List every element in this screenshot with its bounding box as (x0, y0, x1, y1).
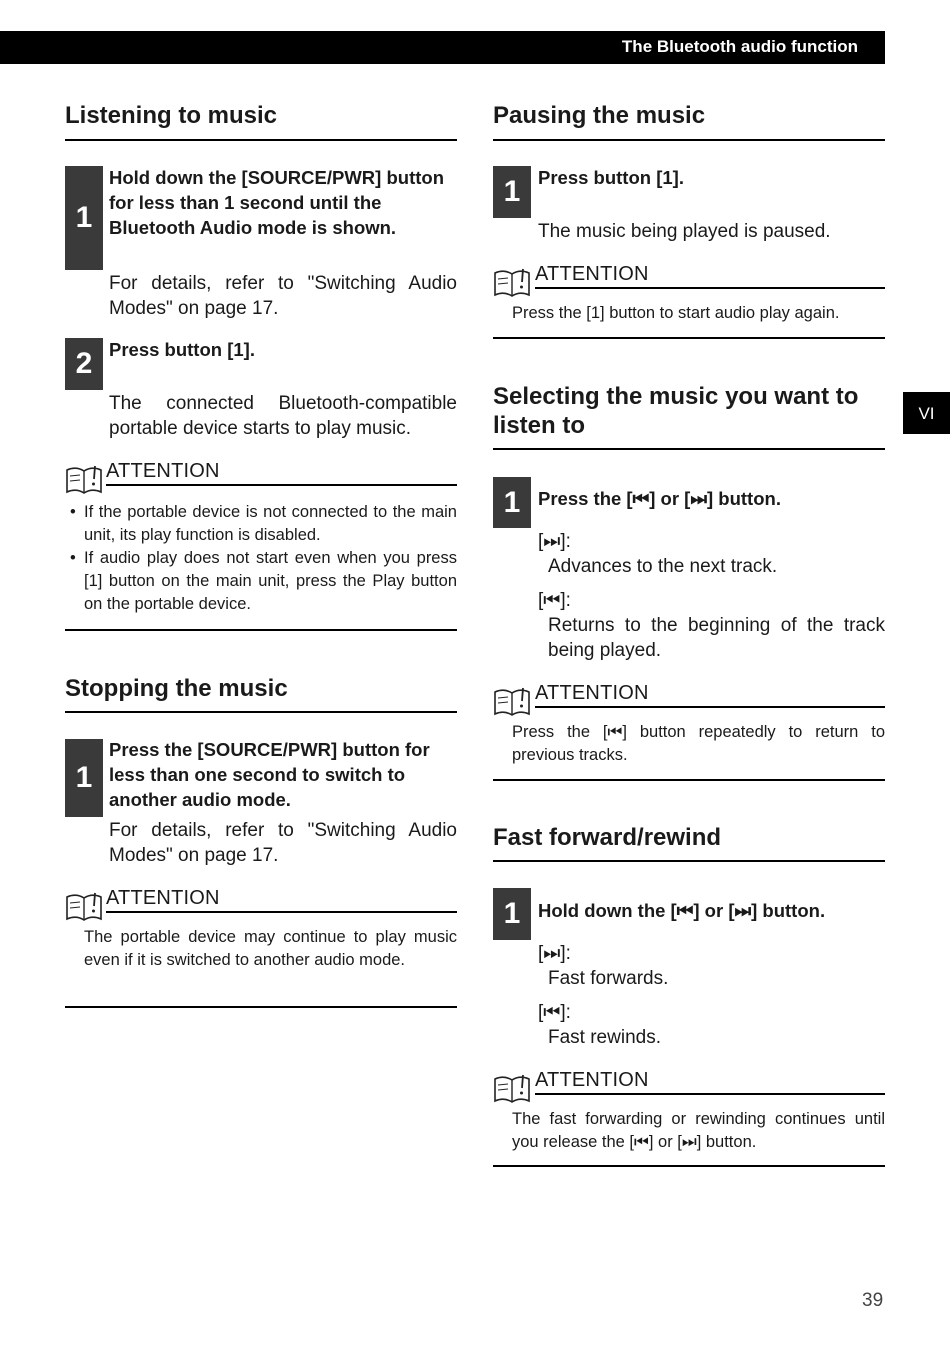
step-detail: For details, refer to "Switching Audio Modes" on page 17. (109, 820, 457, 866)
step-number: 2 (65, 338, 103, 390)
forward-desc: Fast forwards. (548, 968, 669, 989)
step-number: 1 (493, 166, 531, 218)
attention-rule (535, 287, 885, 289)
attention-rule (106, 484, 457, 486)
attention-note: Press the [1] button to start audio play again. (512, 304, 840, 322)
page-number: 39 (862, 1290, 884, 1311)
section-divider (493, 860, 885, 862)
book-icon (64, 462, 104, 496)
step-detail: The music being played is paused. (538, 221, 831, 242)
header-title: The Bluetooth audio function (621, 37, 858, 56)
attention-label: ATTENTION (106, 887, 220, 909)
section-divider (493, 337, 885, 339)
book-icon (64, 889, 104, 923)
step-detail: The connected Bluetooth-compatible portable device starts to play music. (109, 393, 457, 439)
step-instruction: Press the [SOURCE/PWR] button for less than one second to switch to another audio mode. (109, 739, 430, 810)
fast-title: Fast forward/rewind (493, 824, 722, 851)
note-item: • If audio play does not start even when you press [1] button on the main unit, press the Play button on the portable device. (66, 547, 457, 616)
book-icon (492, 265, 532, 299)
chapter-tab: VI (903, 392, 950, 434)
pausing-title: Pausing the music (493, 102, 706, 129)
attention-label: ATTENTION (535, 1069, 649, 1091)
attention-note: The fast forwarding or rewinding continues until you release the [⏮] or [⏭] button. (512, 1110, 885, 1151)
selecting-title: Selecting the music you want to listen to (493, 383, 859, 439)
section-divider (493, 1165, 885, 1167)
attention-rule (535, 1093, 885, 1095)
attention-rule (106, 911, 457, 913)
book-icon (492, 684, 532, 718)
forward-label: [⏭]: (538, 943, 571, 964)
rewind-desc: Fast rewinds. (548, 1027, 661, 1048)
next-track-desc: Advances to the next track. (548, 556, 778, 577)
step-number: 1 (493, 888, 531, 940)
attention-note: Press the [⏮] button repeatedly to return to previous tracks. (512, 723, 885, 764)
attention-rule (535, 706, 885, 708)
section-divider (493, 448, 885, 450)
section-divider (493, 139, 885, 141)
attention-note: The portable device may continue to play music even if it is switched to another audio mode. (84, 928, 457, 969)
step-number: 1 (493, 477, 531, 528)
note-item: • If the portable device is not connected to the main unit, its play function is disabled. (66, 501, 457, 547)
section-divider (65, 1006, 457, 1008)
attention-label: ATTENTION (106, 460, 220, 482)
step-detail: For details, refer to "Switching Audio Modes" on page 17. (109, 273, 457, 319)
step-instruction: Press button [1]. (109, 339, 255, 360)
attention-label: ATTENTION (535, 682, 649, 704)
section-divider (65, 629, 457, 631)
listening-title: Listening to music (65, 102, 278, 129)
section-divider (65, 711, 457, 713)
step-instruction: Hold down the [SOURCE/PWR] button for less than 1 second until the Bluetooth Audio mode is shown. (109, 167, 444, 238)
book-icon (492, 1071, 532, 1105)
section-divider (65, 139, 457, 141)
prev-track-desc: Returns to the beginning of the track being played. (548, 615, 885, 661)
attention-notes (66, 501, 457, 616)
step-instruction: Hold down the [⏮] or [⏭] button. (538, 900, 826, 921)
attention-label: ATTENTION (535, 263, 649, 285)
step-number: 1 (65, 166, 103, 270)
step-instruction: Press the [⏮] or [⏭] button. (538, 488, 781, 509)
prev-track-label: [⏮]: (538, 590, 571, 611)
step-number: 1 (65, 739, 103, 817)
header-bar (0, 31, 885, 64)
step-instruction: Press button [1]. (538, 167, 684, 188)
next-track-label: [⏭]: (538, 531, 571, 552)
stopping-title: Stopping the music (65, 675, 288, 702)
section-divider (493, 779, 885, 781)
rewind-label: [⏮]: (538, 1002, 571, 1023)
